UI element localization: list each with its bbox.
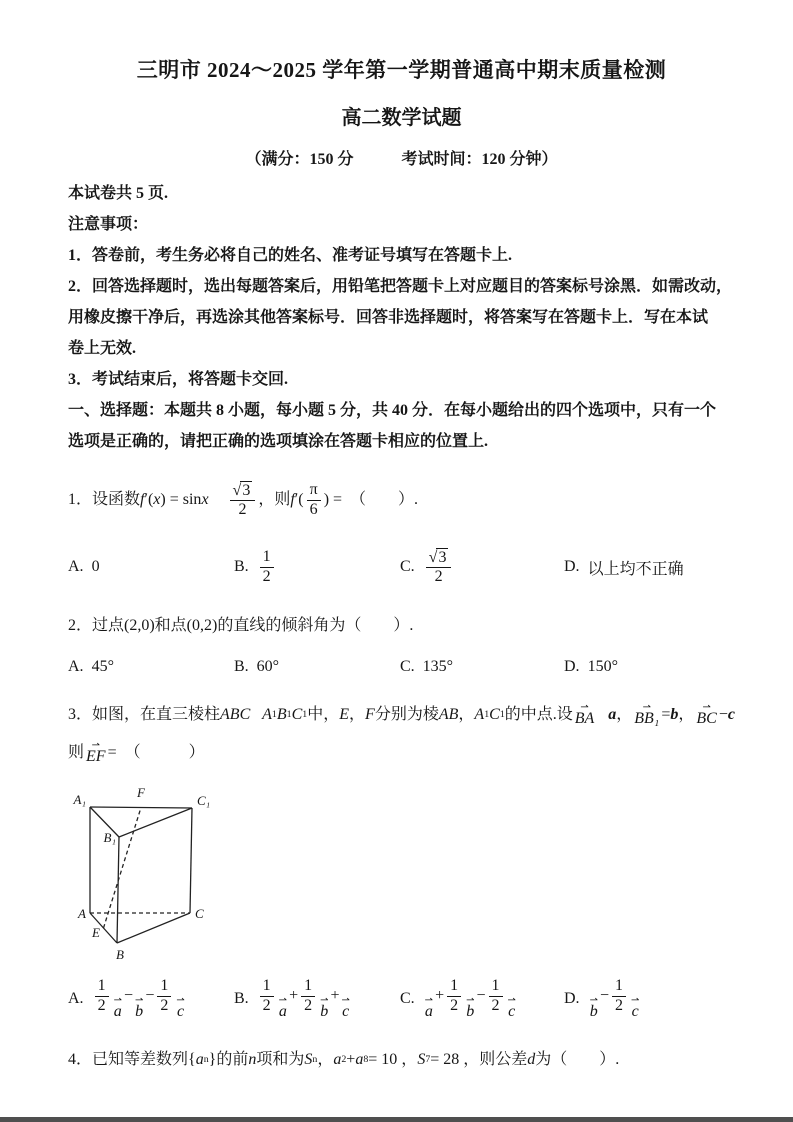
option-label: B. [234, 990, 249, 1007]
notice-heading: 注意事项： [68, 216, 149, 233]
vertex-label-a: A [78, 906, 86, 921]
question-1-option-c [400, 548, 564, 586]
notice-line-2-end: 卷上无效. [68, 340, 137, 357]
question-3-option-c [400, 978, 564, 1020]
option-value: ⇀ b − $\frac{1}{2}$ ⇀ c [589, 977, 640, 1020]
vertex-label-c1: C₁ [197, 793, 211, 808]
question-1-option-a [68, 558, 234, 576]
option-value: 以上均不正确 [587, 560, 684, 578]
question-3-stem-line2: 则 ⇀ EF = （ ） [68, 739, 205, 765]
question-3-options [68, 971, 735, 1027]
option-label: C. [400, 557, 415, 575]
option-label: D. [564, 558, 580, 575]
exam-meta: （满分：150 分 考试时间：120 分钟） [245, 151, 558, 168]
question-1-options [68, 541, 735, 593]
option-label: A. [68, 558, 84, 575]
question-2-option-b [234, 658, 400, 676]
option-value: 135° [422, 658, 454, 675]
question-3-option-d [564, 978, 735, 1020]
question-1-stem: 1．设函数 f ′( x ) = sin x √ 3 2 ，则 f ′( $\frac{\pi}{6}$ ) = （ ）. [68, 480, 419, 519]
exam-subtitle: 高二数学试题 [341, 107, 462, 129]
option-value: √ 3 2 [423, 548, 455, 586]
vertex-label-b1: B₁ [103, 830, 116, 845]
notice-line-2: 2．回答选择题时，选出每题答案后，用铅笔把答题卡上对应题目的答案标号涂黑．如需改动， [68, 278, 733, 295]
question-2-option-d [564, 658, 735, 676]
option-value: $\frac{1}{2}$ ⇀ a − ⇀ b − $\frac{1}{2}$ ⇀ c [92, 978, 187, 1020]
option-value: $\frac{1}{2}$ [257, 549, 277, 586]
option-value: 150° [587, 658, 618, 675]
section-heading-line-2: 选项是正确的，请把正确的选项填涂在答题卡相应的位置上. [68, 433, 489, 450]
notice-line-1: 1．答卷前，考生务必将自己的姓名、准考证号填写在答题卡上. [68, 247, 513, 264]
page-bottom-edge [0, 1117, 793, 1122]
option-value: 45° [91, 658, 114, 675]
option-value: $\frac{1}{2}$ ⇀ a + $\frac{1}{2}$ ⇀ b + ⇀ c [257, 978, 352, 1020]
option-label: D. [564, 990, 580, 1007]
option-label: B. [234, 658, 249, 675]
notice-line-2-cont: 用橡皮擦干净后，再选涂其他答案标号．回答非选择题时，将答案写在答题卡上．写在本试 [68, 309, 709, 326]
notice-line-3: 3．考试结束后，将答题卡交回. [68, 371, 289, 388]
vertex-label-c: C [195, 906, 204, 921]
question-2-option-c [400, 658, 564, 676]
vertex-label-a1: A₁ [73, 792, 86, 807]
option-label: C. [400, 658, 415, 675]
option-label: B. [234, 558, 249, 575]
pages-note: 本试卷共 5 页. [68, 185, 169, 202]
question-3-stem-line1: 3．如图，在直三棱柱 ABC A 1 B 1 C 1 中， E ， F 分别为棱 AB ， A 1 C 1 的中点.设 ⇀ BA a ， ⇀ BB₁ = b ， ⇀ BC − c [68, 701, 735, 727]
question-2-stem: 2．过点(2,0)和点(0,2)的直线的倾斜角为（ ）. [68, 617, 414, 634]
vertex-label-f: F [137, 785, 145, 800]
option-label: A. [68, 658, 84, 675]
question-1-option-d [564, 556, 735, 579]
question-2-options [68, 649, 735, 685]
section-heading-line-1: 一、选择题：本题共 8 小题，每小题 5 分，共 40 分．在每小题给出的四个选项中，只有一个 [68, 402, 717, 419]
option-value: ⇀ a + $\frac{1}{2}$ ⇀ b − $\frac{1}{2}$ ⇀ c [424, 977, 516, 1020]
vertex-label-b: B [116, 947, 124, 962]
option-value: 0 [91, 558, 100, 575]
option-value: 60° [256, 658, 280, 675]
option-label: A. [68, 990, 84, 1007]
question-3-option-b [234, 978, 400, 1020]
option-label: D. [564, 658, 580, 675]
question-2-option-a [68, 658, 234, 676]
prism-diagram [72, 783, 242, 969]
triangular-prism-figure [72, 783, 242, 969]
question-4-stem: 4．已知等差数列 { a n } 的前 n 项和为 S n ， a 2 + a 8 = 10 ， S 7 = 28 ，则公差 d 为（ ）. [68, 1051, 620, 1068]
vertex-label-e: E [92, 925, 100, 940]
exam-title: 三明市 2024～2025 学年第一学期普通高中期末质量检测 [136, 58, 667, 82]
question-3-option-a [68, 978, 234, 1020]
option-label: C. [400, 990, 415, 1007]
question-1-option-b [234, 549, 400, 586]
